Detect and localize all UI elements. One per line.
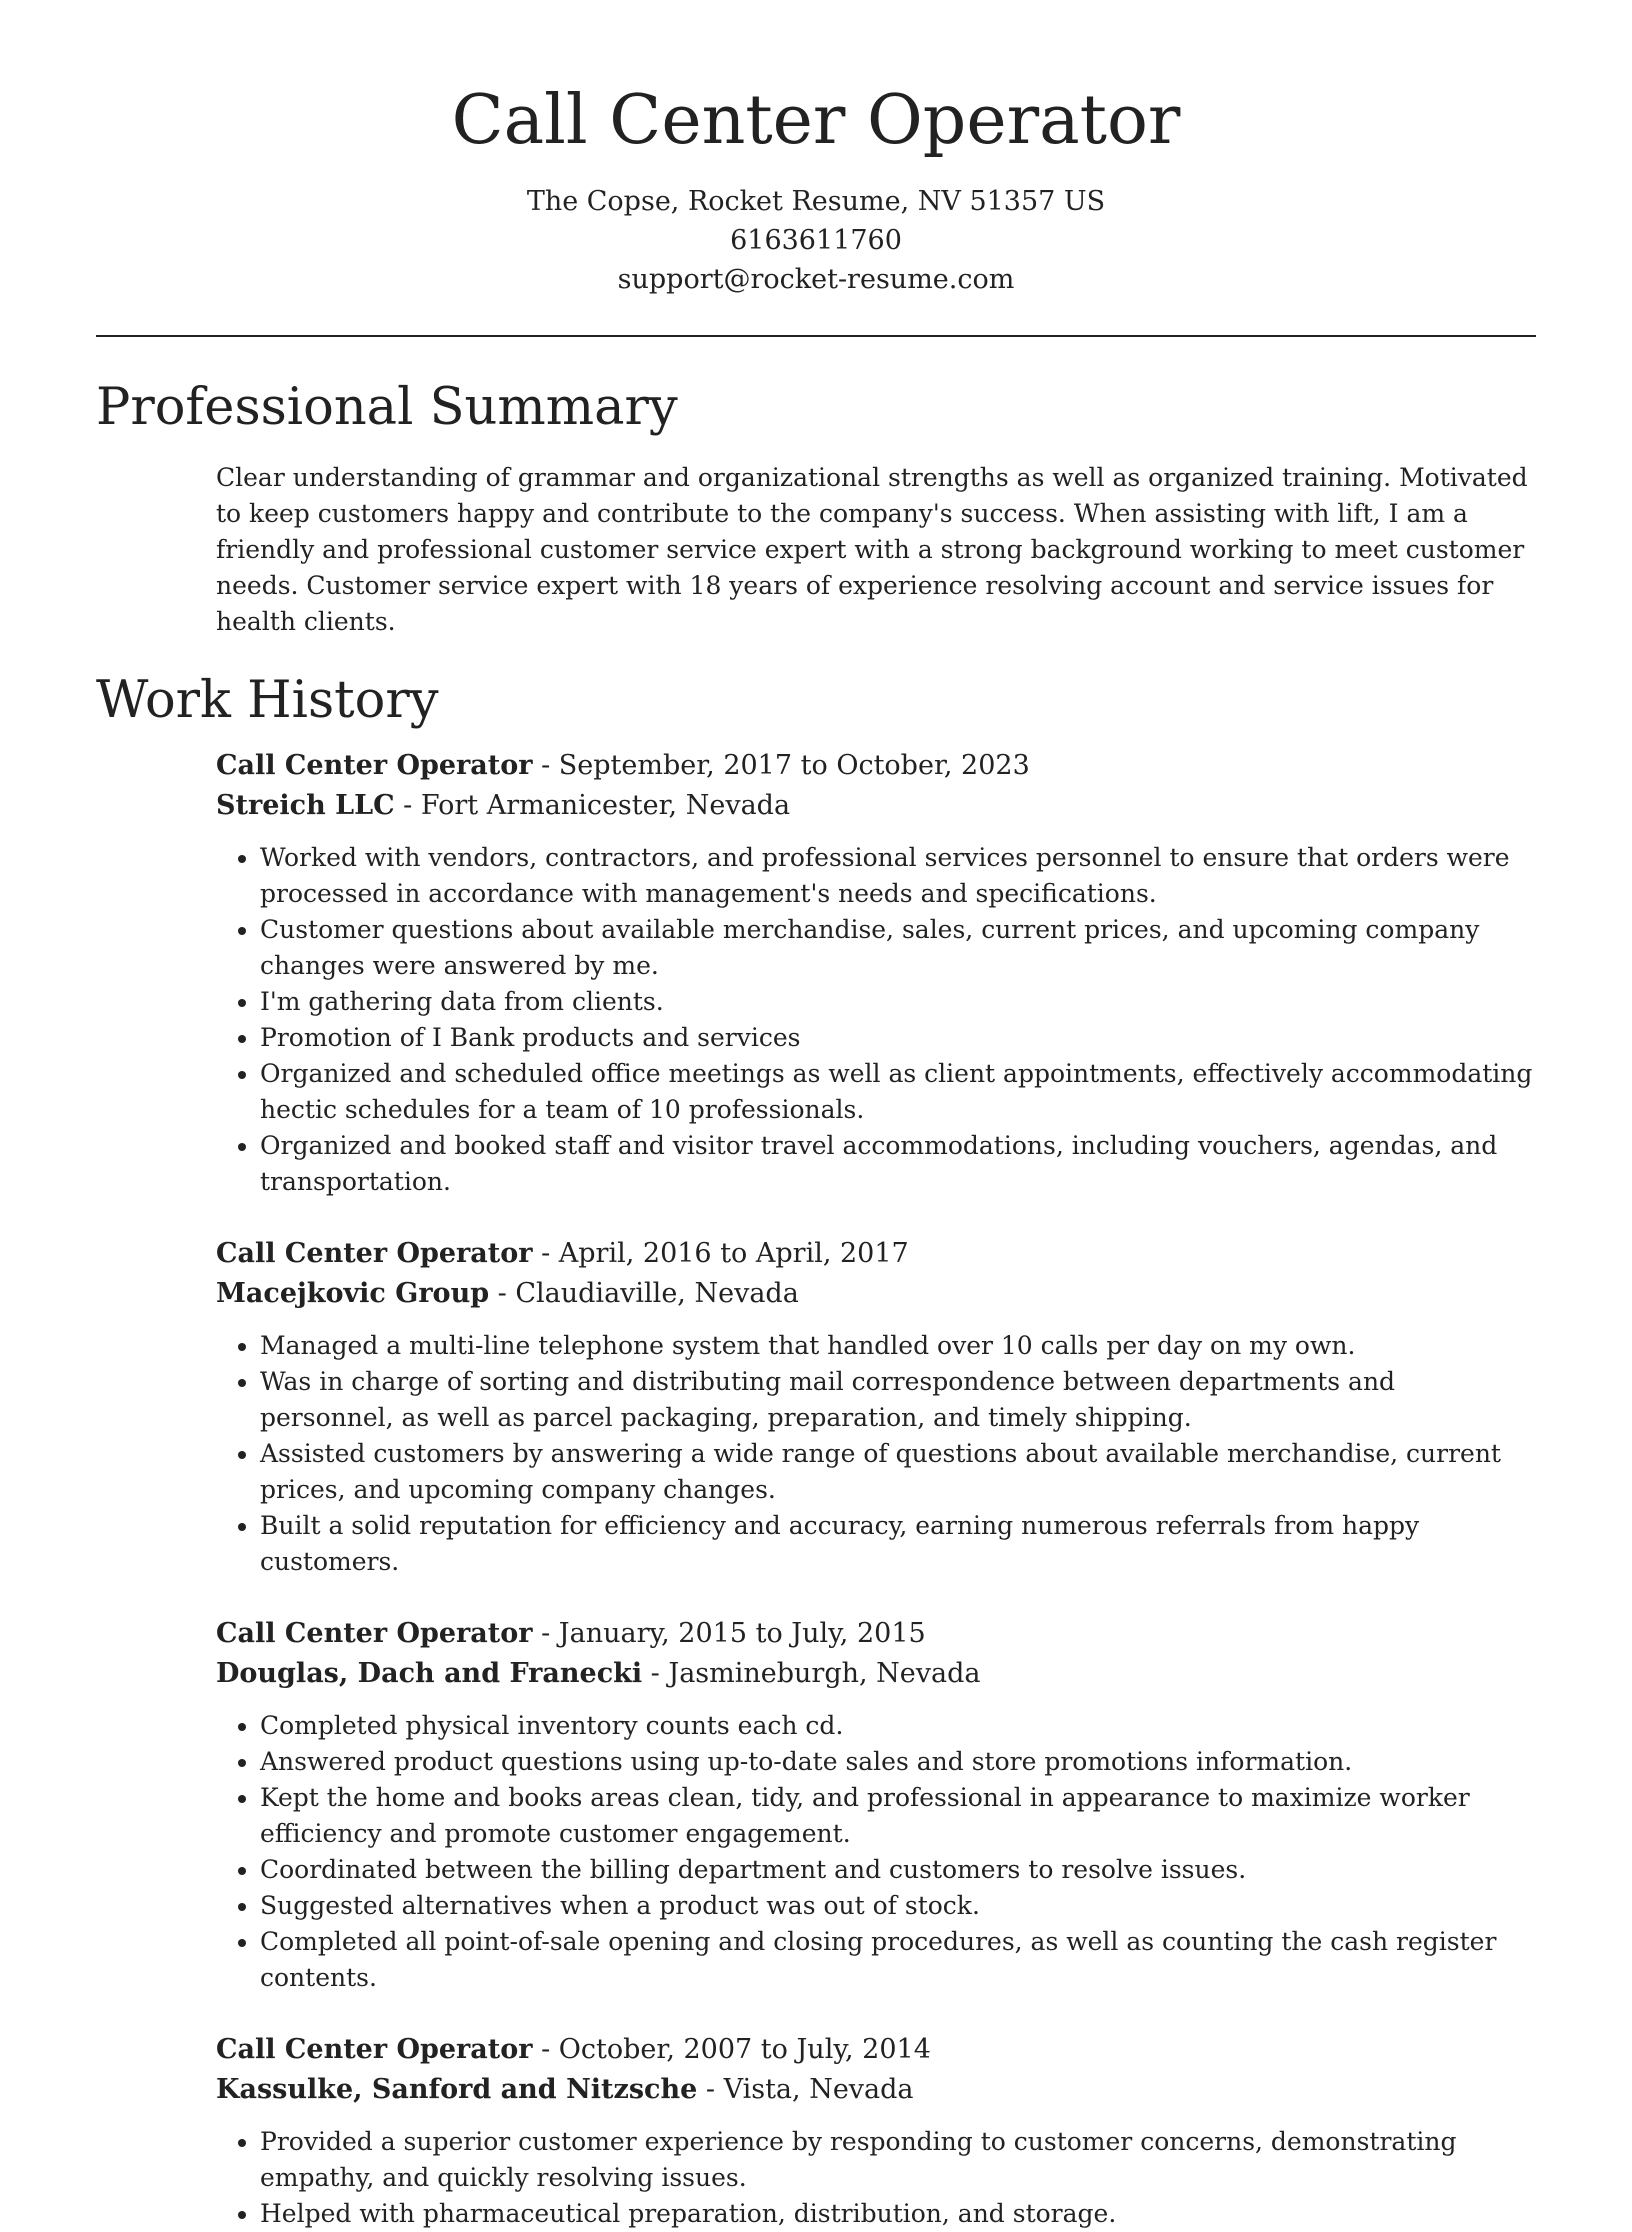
job-entry (216, 746, 1536, 1200)
job-company-line (216, 786, 1536, 826)
job-company: Macejkovic Group (216, 1277, 490, 1309)
work-history-section (0, 670, 1632, 2231)
list-item: • Was in charge of sorting and distributing mail correspondence between departments and personnel, as well as parcel packaging, preparation, and timely shipping. (260, 1364, 1536, 1436)
list-item: • Helped with pharmaceutical preparation, distribution, and storage. (260, 2196, 1536, 2232)
job-dates: - September, 2017 to October, 2023 (532, 749, 1030, 781)
job-title-line (216, 1614, 1536, 1654)
job-company: Streich LLC (216, 789, 395, 821)
candidate-name: Call Center Operator (451, 81, 1181, 160)
job-entry (216, 2030, 1536, 2232)
work-history-heading: Work History (96, 671, 439, 731)
job-bullets (216, 1328, 1536, 1580)
contact-address: The Copse, Rocket Resume, NV 51357 US (526, 186, 1106, 218)
list-item: • Coordinated between the billing department and customers to resolve issues. (260, 1852, 1536, 1888)
job-dates: - January, 2015 to July, 2015 (532, 1617, 926, 1649)
job-title: Call Center Operator (216, 1617, 533, 1649)
job-company-line (216, 1654, 1536, 1694)
job-bullets (216, 840, 1536, 1200)
list-item: • Suggested alternatives when a product was out of stock. (260, 1888, 1536, 1924)
job-company: Kassulke, Sanford and Nitzsche (216, 2073, 698, 2105)
summary-heading: Professional Summary (96, 378, 678, 438)
job-title: Call Center Operator (216, 749, 533, 781)
job-title-line (216, 1234, 1536, 1274)
list-item: • Assisted customers by answering a wide range of questions about available merchandise, current prices, and upcoming company changes. (260, 1436, 1536, 1508)
job-title: Call Center Operator (216, 2033, 533, 2065)
list-item: • Promotion of I Bank products and services (260, 1020, 1536, 1056)
job-dates: - October, 2007 to July, 2014 (532, 2033, 931, 2065)
job-entry (216, 1614, 1536, 1996)
job-entry (216, 1234, 1536, 1580)
list-item: • Organized and booked staff and visitor travel accommodations, including vouchers, agendas, and transportation. (260, 1128, 1536, 1200)
list-item: • I'm gathering data from clients. (260, 984, 1536, 1020)
job-location: - Vista, Nevada (697, 2073, 914, 2105)
job-bullets (216, 1708, 1536, 1996)
list-item: • Built a solid reputation for efficiency and accuracy, earning numerous referrals from happy customers. (260, 1508, 1536, 1580)
list-item: • Worked with vendors, contractors, and professional services personnel to ensure that orders were processed in accordance with management's needs and specifications. (260, 840, 1536, 912)
job-title-line (216, 746, 1536, 786)
job-location: - Claudiaville, Nevada (489, 1277, 799, 1309)
job-title: Call Center Operator (216, 1237, 533, 1269)
list-item: • Provided a superior customer experience by responding to customer concerns, demonstrating empathy, and quickly resolving issues. (260, 2124, 1536, 2196)
contact-phone: 6163611760 (730, 225, 902, 257)
resume-header (0, 0, 1632, 299)
job-location: - Fort Armanicester, Nevada (394, 789, 791, 821)
header-divider (96, 335, 1536, 337)
job-dates: - April, 2016 to April, 2017 (532, 1237, 909, 1269)
contact-email: support@rocket-resume.com (617, 264, 1015, 296)
summary-text: Clear understanding of grammar and organizational strengths as well as organized training. Motivated to keep customers happy and contribute to the company's success. When assisting with lift, I am a friendly and professional customer service expert with a strong background working to meet customer needs. Customer service expert with 18 years of experience resolving account and service issues for health clients. (216, 463, 1528, 637)
list-item: • Organized and scheduled office meetings as well as client appointments, effectively accommodating hectic schedules for a team of 10 professionals. (260, 1056, 1536, 1128)
list-item: • Kept the home and books areas clean, tidy, and professional in appearance to maximize worker efficiency and promote customer engagement. (260, 1780, 1536, 1852)
list-item: • Managed a multi-line telephone system that handled over 10 calls per day on my own. (260, 1328, 1536, 1364)
job-company-line (216, 1274, 1536, 1314)
list-item: • Customer questions about available merchandise, sales, current prices, and upcoming company changes were answered by me. (260, 912, 1536, 984)
job-location: - Jasmineburgh, Nevada (642, 1657, 981, 1689)
list-item: • Completed all point-of-sale opening and closing procedures, as well as counting the cash register contents. (260, 1924, 1536, 1996)
job-title-line (216, 2030, 1536, 2070)
list-item: • Answered product questions using up-to-date sales and store promotions information. (260, 1744, 1536, 1780)
job-bullets (216, 2124, 1536, 2232)
professional-summary-section (0, 377, 1632, 640)
job-company: Douglas, Dach and Franecki (216, 1657, 643, 1689)
list-item: • Completed physical inventory counts each cd. (260, 1708, 1536, 1744)
job-company-line (216, 2070, 1536, 2110)
